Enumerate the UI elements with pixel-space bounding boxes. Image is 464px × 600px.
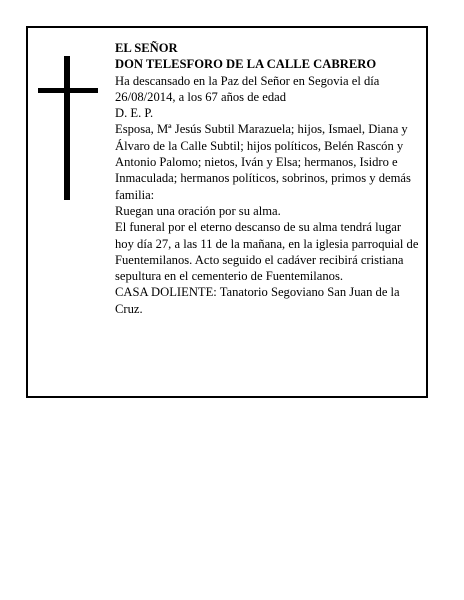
rest-statement: Ha descansado en la Paz del Señor en Segovia el día 26/08/2014, a los 67 años de edad <box>115 73 380 104</box>
funeral-details: El funeral por el eterno descanso de su alma tendrá lugar hoy día 27, a las 11 de la mañana, en la iglesia parroquial de Fuentemilanos. Acto seguido el cadáver recibirá cristiana sepultura en el cementerio de Fuentemilanos. <box>115 220 419 284</box>
cross-horizontal-beam <box>38 88 98 93</box>
casa-doliente: CASA DOLIENTE: Tanatorio Segoviano San Juan de la Cruz. <box>115 285 400 316</box>
dep-line: D. E. P. <box>115 106 154 121</box>
prayer-request: Ruegan una oración por su alma. <box>115 203 281 218</box>
cross-vertical-beam <box>64 56 70 200</box>
obituary-notice <box>26 26 428 398</box>
notice-body <box>115 40 419 317</box>
title-line-1: EL SEÑOR <box>115 41 178 55</box>
deceased-name: DON TELESFORO DE LA CALLE CABRERO <box>115 57 377 72</box>
cross-icon <box>38 56 98 200</box>
family-list: Esposa, Mª Jesús Subtil Marazuela; hijos, Ismael, Diana y Álvaro de la Calle Subtil; hijos políticos, Belén Rascón y Antonio Palomo; nietos, Iván y Elsa; hermanos, Isidro e Inmaculada; hermanos políticos, sobrinos, primos y demás familia: <box>115 122 411 202</box>
